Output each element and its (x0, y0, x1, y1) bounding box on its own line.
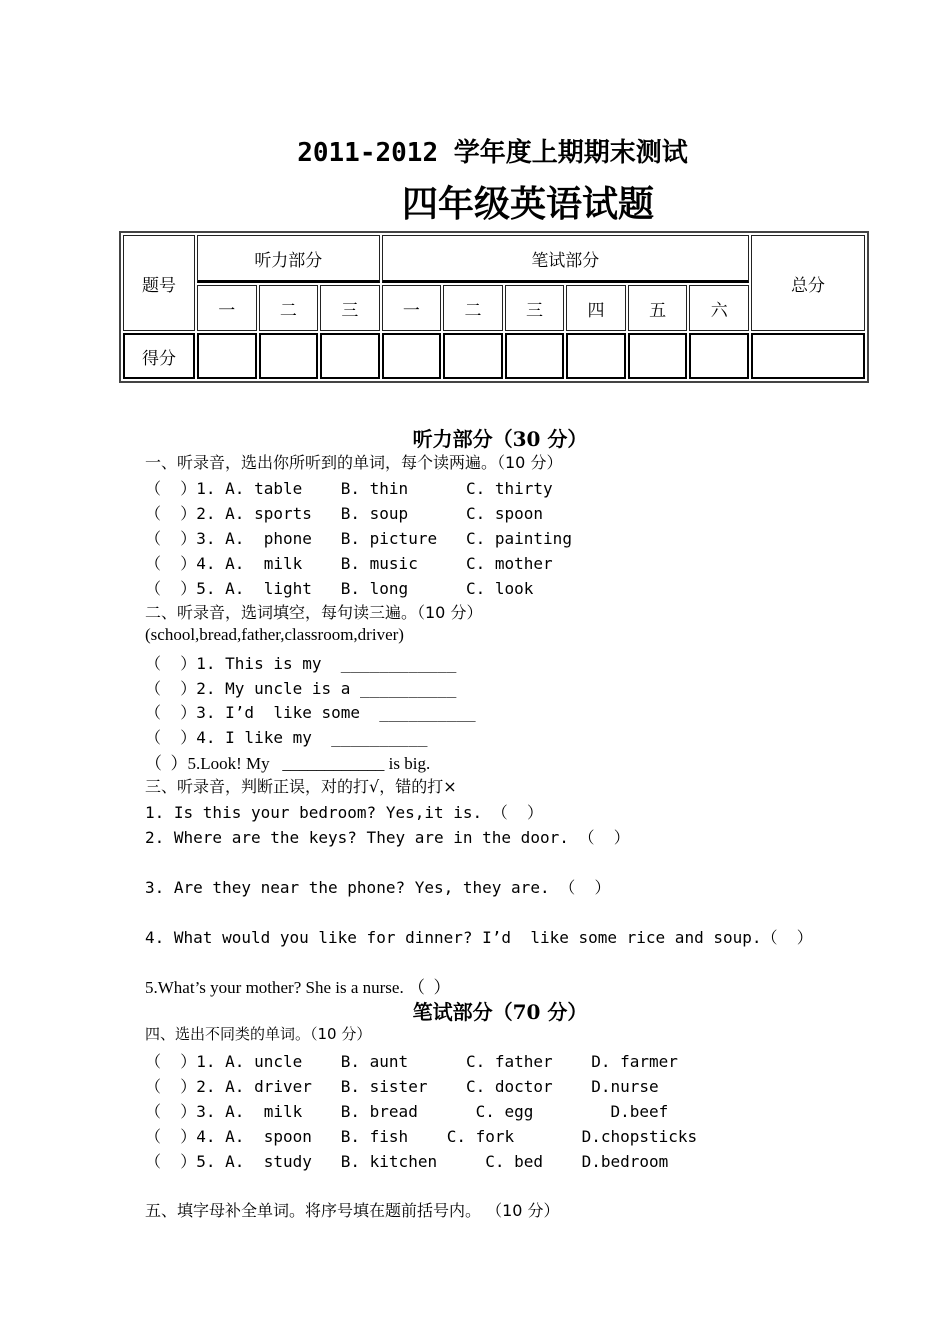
part4-item: （ ）3. A. milk B. bread C. egg D.beef (145, 1102, 669, 1121)
written-header: 笔试部分 (382, 235, 749, 283)
part2-item: （ ）1. This is my ____________ (145, 654, 457, 673)
part4-item: （ ）1. A. uncle B. aunt C. father D. farmer (145, 1052, 678, 1071)
score-cell[interactable] (505, 333, 565, 379)
score-cell[interactable] (320, 333, 380, 379)
part4-item: （ ）2. A. driver B. sister C. doctor D.nurse (145, 1077, 659, 1096)
written-col-4: 四 (566, 285, 626, 331)
part1-item: （ ）3. A. phone B. picture C. painting (145, 529, 572, 548)
part2-word-bank: (school,bread,father,classroom,driver) (145, 625, 404, 644)
part1-item: （ ）1. A. table B. thin C. thirty (145, 479, 553, 498)
part1-item: （ ）4. A. milk B. music C. mother (145, 554, 553, 573)
written-col-1: 一 (382, 285, 442, 331)
written-heading: 笔试部分（70 分） (412, 1000, 588, 1024)
part2-instruction: 二、听录音，选词填空，每句读三遍。（10 分） (145, 603, 483, 622)
score-label: 得分 (123, 333, 195, 379)
score-cell[interactable] (259, 333, 319, 379)
written-col-2: 二 (443, 285, 503, 331)
part4-item: （ ）4. A. spoon B. fish C. fork D.chopsticks (145, 1127, 698, 1146)
part1-instruction: 一、听录音，选出你所听到的单词，每个读两遍。（10 分） (145, 453, 563, 472)
exam-subject-title: 四年级英语试题 (401, 183, 654, 225)
total-score-cell[interactable] (751, 333, 865, 379)
part3-item: 2. Where are the keys? They are in the door. （ ） (145, 828, 630, 847)
part4-instruction: 四、选出不同类的单词。（10 分） (145, 1025, 372, 1043)
part1-item: （ ）2. A. sports B. soup C. spoon (145, 504, 544, 523)
score-cell[interactable] (382, 333, 442, 379)
total-header: 总分 (751, 235, 865, 331)
part3-item: 1. Is this your bedroom? Yes,it is. （ ） (145, 803, 544, 822)
listening-header: 听力部分 (197, 235, 380, 283)
score-cell[interactable] (197, 333, 257, 379)
score-table (119, 231, 869, 383)
part3-item: 4. What would you like for dinner? I’d like some rice and soup.（ ） (145, 928, 813, 947)
score-cell[interactable] (689, 333, 749, 379)
written-col-6: 六 (689, 285, 749, 331)
part2-item: （ ）4. I like my __________ (145, 728, 428, 747)
part2-item: （ ）3. I’d like some __________ (145, 703, 476, 722)
part3-item: 3. Are they near the phone? Yes, they are. （ ） (145, 878, 611, 897)
written-col-5: 五 (628, 285, 688, 331)
score-cell[interactable] (443, 333, 503, 379)
part2-item: （ ）5.Look! My ____________ is big. (145, 754, 431, 773)
part3-item: 5.What’s your mother? She is a nurse. （ ） (145, 978, 451, 997)
part4-item: （ ）5. A. study B. kitchen C. bed D.bedroom (145, 1152, 669, 1171)
exam-year-title: 2011-2012 学年度上期期末测试 (297, 138, 688, 168)
score-cell[interactable] (628, 333, 688, 379)
part3-instruction: 三、听录音，判断正误，对的打√，错的打× (145, 777, 457, 796)
written-col-3: 三 (505, 285, 565, 331)
listening-col-2: 二 (259, 285, 319, 331)
score-cell[interactable] (566, 333, 626, 379)
part2-item: （ ）2. My uncle is a __________ (145, 679, 457, 698)
listening-heading: 听力部分（30 分） (412, 427, 588, 451)
part5-instruction: 五、填字母补全单词。将序号填在题前括号内。 （10 分） (145, 1201, 560, 1220)
listening-col-3: 三 (320, 285, 380, 331)
part1-item: （ ）5. A. light B. long C. look (145, 579, 534, 598)
listening-col-1: 一 (197, 285, 257, 331)
question-number-label: 题号 (123, 235, 195, 331)
